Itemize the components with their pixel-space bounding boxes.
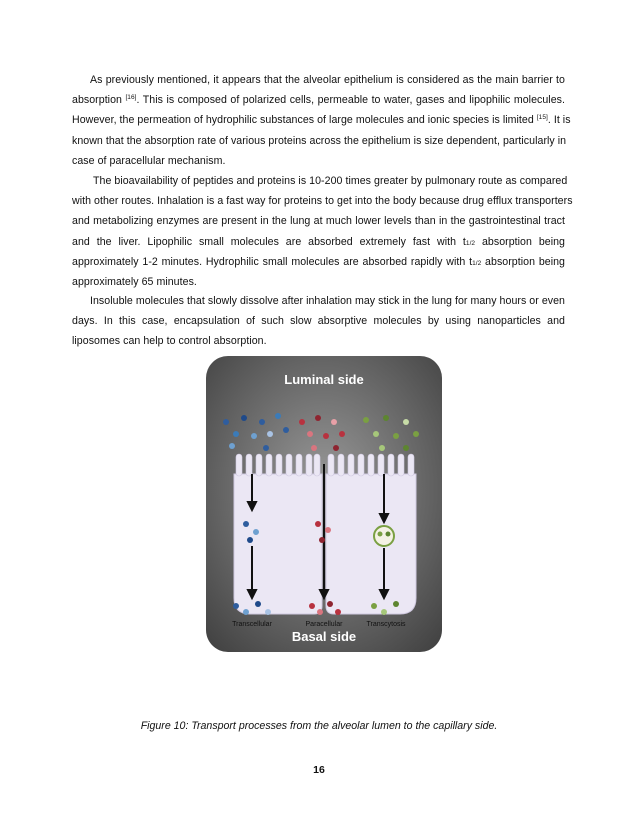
subscript: 1/2 — [465, 239, 476, 247]
text-fragment: absorption being — [475, 235, 565, 248]
label-transcellular: Transcellular — [232, 621, 272, 628]
text-line — [72, 110, 571, 130]
label-paracellular: Paracellular — [305, 621, 343, 628]
page-number: 16 — [313, 764, 325, 776]
text-line: approximately 65 minutes. — [72, 276, 197, 289]
text-line: days. In this case, encapsulation of such slow absorptive molecules by using nanoparticles and — [72, 315, 565, 328]
label-transcytosis: Transcytosis — [366, 621, 406, 628]
text-line: liposomes can help to control absorption. — [72, 335, 267, 348]
text-line — [72, 232, 565, 252]
text-fragment: approximately 1-2 minutes. Hydrophilic small molecules are absorbed rapidly with t — [72, 255, 473, 268]
text-fragment: . It is — [547, 114, 571, 127]
transport-diagram — [206, 356, 442, 652]
text-fragment: and the liver. Lipophilic small molecules are absorbed extremely fast with t — [72, 235, 466, 248]
luminal-side-label: Luminal side — [284, 372, 364, 387]
paragraph-bioavailability — [72, 171, 573, 292]
citation: [15] — [536, 114, 548, 122]
text-line: known that the absorption rate of various proteins across the epithelium is size dependent, particularly in — [72, 134, 567, 147]
citation: [16] — [125, 94, 137, 102]
text-line: The bioavailability of peptides and proteins is 10-200 times greater by pulmonary route as compared — [93, 175, 568, 187]
text-line: with other routes. Inhalation is a fast way for proteins to get into the body because drug efflux transporters — [72, 195, 573, 208]
text-fragment: However, the permeation of hydrophilic substances of large molecules and ionic species is limited — [72, 114, 534, 127]
text-fragment: . This is composed of polarized cells, permeable to water, gases and lipophilic molecules. — [136, 94, 565, 107]
right-epithelial-cell — [326, 454, 416, 614]
transport-figure — [206, 356, 442, 652]
paragraph-alveolar-barrier — [72, 70, 571, 171]
basal-side-label: Basal side — [291, 629, 357, 644]
text-line: case of paracellular mechanism. — [72, 154, 226, 167]
text-line: As previously mentioned, it appears that the alveolar epithelium is considered as the main barrier to — [90, 74, 565, 86]
text-fragment: absorption — [72, 94, 122, 107]
paragraph-insoluble-molecules — [72, 291, 565, 352]
figure-caption: Figure 10: Transport processes from the alveolar lumen to the capillary side. — [140, 720, 498, 732]
text-line: and metabolizing enzymes are present in the lung at much lower levels than in the gastrointestinal tract — [72, 215, 565, 228]
text-line: Insoluble molecules that slowly dissolve after inhalation may stick in the lung for many hours or even — [90, 295, 565, 307]
transcytosis-vesicle — [374, 526, 394, 546]
text-line — [72, 90, 565, 110]
text-line — [72, 252, 565, 272]
subscript: 1/2 — [472, 259, 482, 267]
text-fragment: absorption being — [481, 255, 565, 268]
